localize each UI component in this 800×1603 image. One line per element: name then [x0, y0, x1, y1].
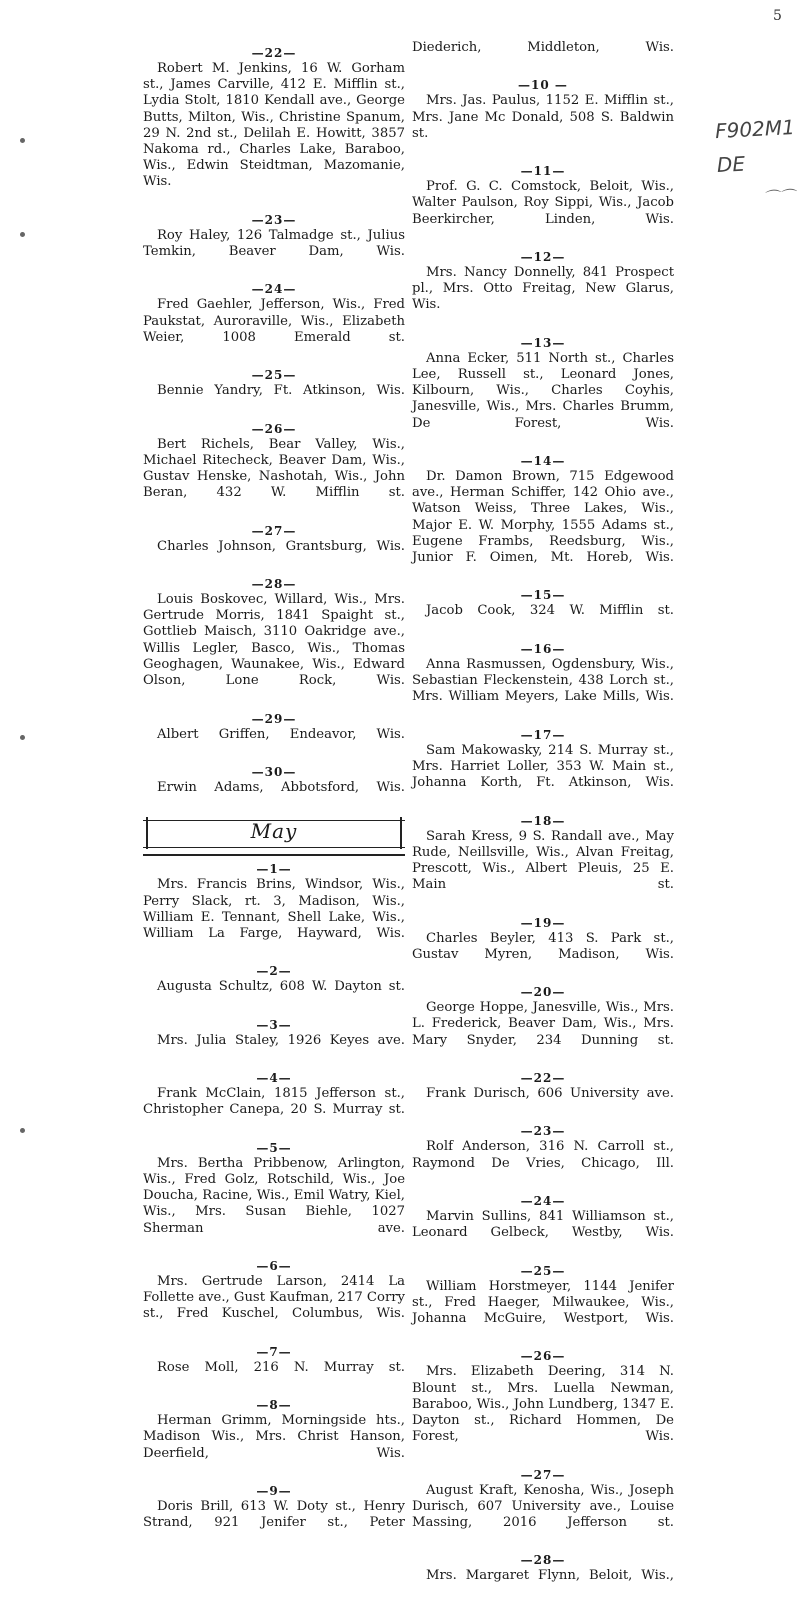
- birthday-entry: Rose Moll, 216 N. Murray st.: [157, 1359, 405, 1375]
- margin-note-line-2: DE: [716, 151, 746, 178]
- day-heading: —25—: [520, 1263, 566, 1278]
- day-heading: —2—: [256, 964, 292, 979]
- handwritten-margin-note: [714, 110, 797, 208]
- day-heading: —15—: [520, 588, 566, 603]
- day-heading: —7—: [256, 1344, 292, 1359]
- day-heading: —14—: [520, 454, 566, 469]
- april-birthdays-list: [143, 46, 405, 812]
- day-heading: —22—: [251, 46, 297, 60]
- day-heading: —25—: [251, 368, 297, 383]
- birthday-entry: Mrs. Margaret Flynn, Beloit, Wis.,: [426, 1568, 674, 1584]
- birthday-entry: Mrs. Nancy Donnelly, 841 Prospect pl., Mrs. Otto Freitag, New Glarus, Wis.: [412, 265, 674, 313]
- month-heading: May: [250, 819, 298, 844]
- birthday-entry: Mrs. Julia Staley, 1926 Keyes ave.: [157, 1032, 405, 1048]
- birthday-entry: Erwin Adams, Abbotsford, Wis.: [157, 779, 405, 795]
- birthday-entry: Mrs. Bertha Pribbenow, Arlington, Wis., Fred Golz, Rotschild, Wis., Joe Doucha, Racine, Wis., Emil Watry, Kiel, Wis., Mrs. Susan Biehle, 1027 Sherman ave.: [143, 1155, 405, 1236]
- birthday-entry: Bennie Yandry, Ft. Atkinson, Wis.: [157, 383, 405, 399]
- birthday-entry: Mrs. Francis Brins, Windsor, Wis., Perry Slack, rt. 3, Madison, Wis., William E. Tennant, Shell Lake, Wis., William La Farge, Hayward, Wis.: [143, 877, 405, 941]
- day-heading: —26—: [520, 1349, 566, 1364]
- birthday-entry: Roy Haley, 126 Talmadge st., Julius Temkin, Beaver Dam, Wis.: [143, 227, 405, 260]
- day-heading: —24—: [251, 282, 297, 297]
- birthday-entry: Mrs. Jas. Paulus, 1152 E. Mifflin st., Mrs. Jane Mc Donald, 508 S. Baldwin st.: [412, 93, 674, 141]
- birthday-entry: Mrs. Elizabeth Deering, 314 N. Blount st., Mrs. Luella Newman, Baraboo, Wis., John Lundberg, 1347 E. Dayton st., Richard Hommen, De Forest, Wis.: [412, 1364, 674, 1445]
- left-column: [143, 40, 405, 1550]
- day-heading: —6—: [256, 1258, 292, 1273]
- birthday-entry: Frank Durisch, 606 University ave.: [426, 1085, 674, 1101]
- day-heading: —29—: [251, 711, 297, 726]
- day-heading: —18—: [520, 813, 566, 828]
- day-heading: —13—: [520, 335, 566, 350]
- birthday-entry: Doris Brill, 613 W. Doty st., Henry Strand, 921 Jenifer st., Peter: [143, 1499, 405, 1531]
- day-heading: —1—: [256, 862, 292, 877]
- day-heading: —26—: [251, 421, 297, 436]
- birthday-entry: Prof. G. C. Comstock, Beloit, Wis., Walter Paulson, Roy Sippi, Wis., Jacob Beerkircher, Linden, Wis.: [412, 179, 674, 227]
- day-heading: —22—: [520, 1070, 566, 1085]
- day-heading: —23—: [251, 212, 297, 227]
- birthday-entry: Bert Richels, Bear Valley, Wis., Michael Ritecheck, Beaver Dam, Wis., Gustav Henske, Nashotah, Wis., John Beran, 432 W. Mifflin st.: [143, 436, 405, 501]
- day-heading: —8—: [256, 1398, 292, 1413]
- birthday-entry: George Hoppe, Janesville, Wis., Mrs. L. Frederick, Beaver Dam, Wis., Mrs. Mary Snyder, 234 Dunning st.: [412, 1000, 674, 1048]
- birthday-entry: Mrs. Gertrude Larson, 2414 La Follette ave., Gust Kaufman, 217 Corry st., Fred Kuschel, Columbus, Wis.: [143, 1273, 405, 1322]
- day-heading: —4—: [256, 1071, 292, 1086]
- day-heading: —9—: [256, 1484, 292, 1498]
- birthday-entry: Albert Griffen, Endeavor, Wis.: [157, 726, 405, 742]
- day-heading: —19—: [520, 915, 566, 930]
- binder-hole-icon: [20, 1128, 25, 1133]
- binder-hole-icon: [20, 735, 25, 740]
- may-birthdays-list: [143, 862, 405, 1547]
- birthday-entry: Herman Grimm, Morningside hts., Madison Wis., Mrs. Christ Hanson, Deerfield, Wis.: [143, 1413, 405, 1461]
- day-heading: —30—: [251, 764, 297, 779]
- day-heading: —10 —: [518, 78, 568, 93]
- birthday-entry: Fred Gaehler, Jefferson, Wis., Fred Paukstat, Auroraville, Wis., Elizabeth Weier, 1008 Emerald st.: [143, 297, 405, 345]
- day-heading: —17—: [520, 727, 566, 742]
- day-heading: —24—: [520, 1193, 566, 1208]
- birthday-entry: Sam Makowasky, 214 S. Murray st., Mrs. Harriet Loller, 353 W. Main st., Johanna Korth, Ft. Atkinson, Wis.: [412, 742, 674, 791]
- birthday-entry: Marvin Sullins, 841 Williamson st., Leonard Gelbeck, Westby, Wis.: [412, 1208, 674, 1241]
- birthday-entry: August Kraft, Kenosha, Wis., Joseph Durisch, 607 University ave., Louise Massing, 2016 Jefferson st.: [412, 1482, 674, 1531]
- day-heading: —12—: [520, 250, 566, 265]
- binder-hole-icon: [20, 232, 25, 237]
- day-heading: —27—: [251, 523, 297, 538]
- day-heading: —20—: [520, 985, 566, 1000]
- day-heading: —28—: [520, 1553, 566, 1568]
- month-heading-rule: [143, 854, 405, 856]
- birthday-entry: Charles Johnson, Grantsburg, Wis.: [157, 538, 405, 554]
- page-number: 5: [773, 8, 782, 24]
- squiggle-mark-icon: ⌒⌒: [762, 187, 796, 208]
- day-heading: —23—: [520, 1124, 566, 1139]
- day-heading: —5—: [256, 1140, 292, 1155]
- birthday-entry: Rolf Anderson, 316 N. Carroll st., Raymond De Vries, Chicago, Ill.: [412, 1139, 674, 1171]
- margin-note-line-1: F902M1: [714, 114, 796, 144]
- birthday-entry: Dr. Damon Brown, 715 Edgewood ave., Herman Schiffer, 142 Ohio ave., Watson Weiss, Three Lakes, Wis., Major E. W. Morphy, 1555 Adams st., Eugene Frambs, Reedsburg, Wis., Junior F. Oimen, Mt. Horeb, Wis.: [412, 469, 674, 566]
- day-heading: —28—: [251, 577, 297, 592]
- day-heading: —11—: [520, 164, 566, 179]
- birthday-entry: Anna Ecker, 511 North st., Charles Lee, Russell st., Leonard Jones, Kilbourn, Wis., Charles Coyhis, Janesville, Wis., Mrs. Charles Brumm, De Forest, Wis.: [412, 350, 674, 431]
- birthday-entry: Louis Boskovec, Willard, Wis., Mrs. Gertrude Morris, 1841 Spaight st., Gottlieb Maisch, 3110 Oakridge ave., Willis Legler, Basco, Wis., Thomas Geoghagen, Waunakee, Wis., Edward Olson, Lone Rock, Wis.: [143, 592, 405, 689]
- birthday-entry: Augusta Schultz, 608 W. Dayton st.: [157, 979, 405, 995]
- day-heading: —27—: [520, 1467, 566, 1482]
- binder-hole-icon: [20, 138, 25, 143]
- birthday-entry: Anna Rasmussen, Ogdensbury, Wis., Sebastian Fleckenstein, 438 Lorch st., Mrs. William Meyers, Lake Mills, Wis.: [412, 656, 674, 705]
- day-heading: —3—: [256, 1017, 292, 1032]
- birthday-entry: Frank McClain, 1815 Jefferson st., Christopher Canepa, 20 S. Murray st.: [143, 1086, 405, 1118]
- birthday-entry: Sarah Kress, 9 S. Randall ave., May Rude, Neillsville, Wis., Alvan Freitag, Prescott, Wis., Albert Pleuis, 25 E. Main st.: [412, 828, 674, 893]
- day-heading: —16—: [520, 641, 566, 656]
- birthday-entry: William Horstmeyer, 1144 Jenifer st., Fred Haeger, Milwaukee, Wis., Johanna McGuire, Westport, Wis.: [412, 1278, 674, 1326]
- birthday-entry: Jacob Cook, 324 W. Mifflin st.: [426, 603, 674, 619]
- month-heading-box: [143, 820, 405, 848]
- birthday-entry: Diederich, Middleton, Wis.: [412, 40, 674, 55]
- right-column: [412, 40, 674, 1603]
- birthday-entry: Charles Beyler, 413 S. Park st., Gustav Myren, Madison, Wis.: [412, 930, 674, 962]
- birthday-entry: Robert M. Jenkins, 16 W. Gorham st., James Carville, 412 E. Mifflin st., Lydia Stolt, 1810 Kendall ave., George Butts, Milton, Wis., Christine Spanum, 29 N. 2nd st., Delilah E. Howitt, 3857 Nakoma rd., Charles Lake, Baraboo, Wis., Edwin Steidtman, Mazomanie, Wis.: [143, 61, 405, 190]
